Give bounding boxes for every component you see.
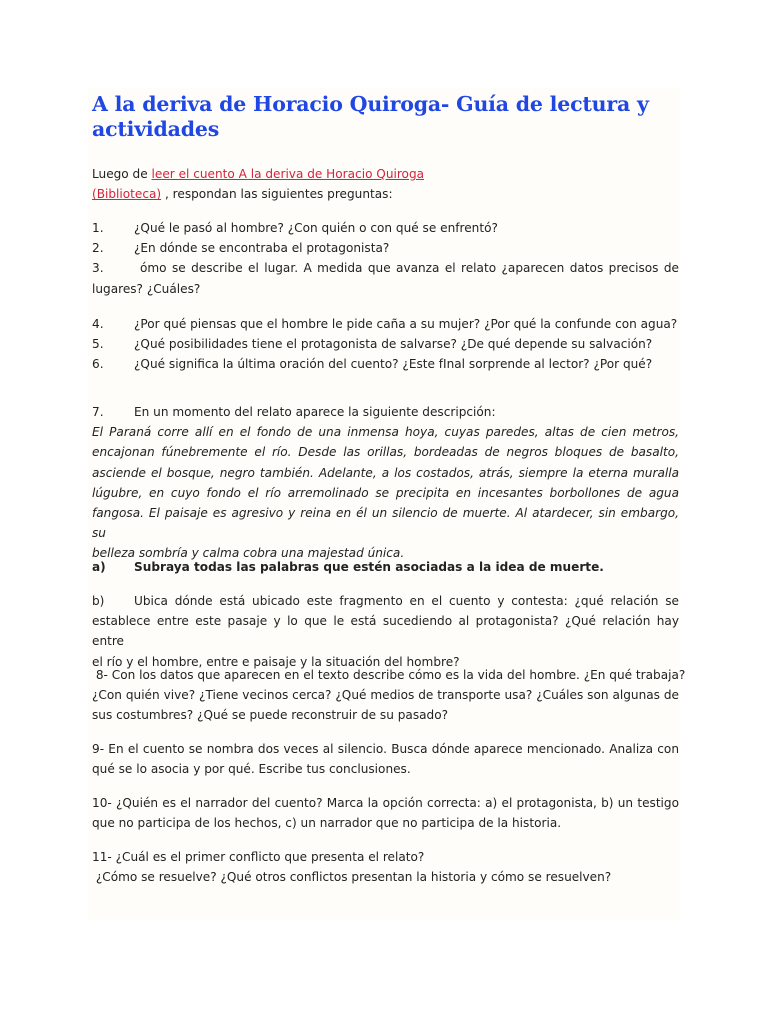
question-number: 1. (92, 221, 104, 235)
quote-line: El Paraná corre allí en el fondo de una inmensa hoya, cuyas paredes, altas de cien metros, (92, 425, 679, 440)
subquestion-line: el río y el hombre, entre e paisaje y la situación del hombre? (92, 654, 460, 669)
question-text: ¿Qué significa la última oración del cuento? ¿Este fInal sorprende al lector? ¿Por qué? (134, 357, 653, 372)
subquestion-line (92, 591, 679, 611)
paragraph-line: sus costumbres? ¿Qué se puede reconstruir de su pasado? (92, 708, 449, 723)
question-text: ómo se describe el lugar. A medida que avanza el relato ¿aparecen datos precisos de (140, 261, 679, 276)
document-page (88, 88, 686, 920)
intro-suffix: , respondan las siguientes preguntas: (161, 187, 393, 202)
quote-line: belleza sombría y calma cobra una majestad única. (92, 546, 405, 561)
quote-line: encajonan fúnebremente el río. Desde las orillas, bordeadas de negros bloques de basalto, (92, 445, 679, 460)
question-text: ¿En dónde se encontraba el protagonista? (134, 241, 390, 256)
subquestion-a (92, 557, 679, 577)
paragraph-line: 9- En el cuento se nombra dos veces al silencio. Busca dónde aparece mencionado. Analiza con (92, 742, 679, 756)
question-text: En un momento del relato aparece la siguiente descripción: (134, 405, 496, 419)
question-text: ¿Por qué piensas que el hombre le pide caña a su mujer? ¿Por qué la confunde con agua? (134, 317, 678, 331)
question-item-continuation: lugares? ¿Cuáles? (92, 281, 201, 296)
question-list-2 (92, 314, 679, 375)
question-text: ¿Qué posibilidades tiene el protagonista de salvarse? ¿De qué depende su salvación? (134, 337, 653, 352)
question-list-1 (92, 218, 679, 299)
question-item (92, 402, 679, 422)
question-item (92, 238, 679, 258)
question-number: 5. (92, 337, 104, 352)
question-7 (92, 402, 679, 564)
paragraph-line: que no participa de los hechos, c) un narrador que no participa de la historia. (92, 816, 562, 831)
paragraph-line: qué se lo asocia y por qué. Escribe tus conclusiones. (92, 762, 411, 777)
question-10 (92, 793, 679, 833)
biblioteca-link[interactable]: (Biblioteca) (92, 187, 162, 202)
question-item (92, 218, 679, 238)
intro-prefix: Luego de (92, 167, 152, 181)
question-item (92, 334, 679, 354)
quote-block (92, 422, 679, 563)
question-item (92, 354, 679, 374)
subquestion-line: establece entre este pasaje y lo que le está sucediendo al protagonista? ¿Qué relación hay entre (92, 614, 679, 649)
quote-line: fangosa. El paisaje es agresivo y reina en él un silencio de muerte. Al atardecer, sin embargo, su (92, 506, 679, 541)
question-number: 6. (92, 357, 104, 372)
question-number: 3. (92, 261, 104, 276)
subquestion-label: a) (92, 560, 106, 574)
page-title: A la deriva de Horacio Quiroga- Guía de lectura y actividades (92, 92, 649, 141)
question-9 (92, 739, 679, 779)
question-number: 4. (92, 317, 104, 331)
question-8 (92, 665, 686, 726)
subquestion-label: b) (92, 594, 105, 608)
question-item (92, 258, 679, 278)
subquestion-b (92, 591, 679, 672)
subquestion-text: Ubica dónde está ubicado este fragmento en el cuento y contesta: ¿qué relación se (134, 594, 679, 608)
question-number: 7. (92, 405, 104, 419)
subquestion-text: Subraya todas las palabras que estén asociadas a la idea de muerte. (134, 560, 604, 574)
question-number: 2. (92, 241, 104, 256)
question-text: ¿Qué le pasó al hombre? ¿Con quién o con qué se enfrentó? (134, 221, 498, 235)
quote-line: asciende el bosque, negro también. Adelante, a los costados, atrás, siempre la eterna muralla (92, 465, 679, 480)
paragraph-line: 10- ¿Quién es el narrador del cuento? Marca la opción correcta: a) el protagonista, b) un testigo (92, 796, 679, 810)
paragraph-line: ¿Cómo se resuelve? ¿Qué otros conflictos presentan la historia y cómo se resuelven? (92, 870, 612, 885)
paragraph-line: 11- ¿Cuál es el primer conflicto que presenta el relato? (92, 850, 425, 864)
story-link[interactable]: leer el cuento A la deriva de Horacio Quiroga (151, 167, 425, 181)
paragraph-line: ¿Con quién vive? ¿Tiene vecinos cerca? ¿Qué medios de transporte usa? ¿Cuáles son algunas de (92, 688, 679, 703)
intro-paragraph (92, 164, 679, 204)
paragraph-line: 8- Con los datos que aparecen en el texto describe cómo es la vida del hombre. ¿En qué trabaja? (92, 668, 686, 682)
quote-line: lúgubre, en cuyo fondo el río arremolinado se precipita en incesantes borbollones de agua (92, 485, 679, 500)
question-11 (92, 847, 679, 887)
question-item (92, 314, 679, 334)
